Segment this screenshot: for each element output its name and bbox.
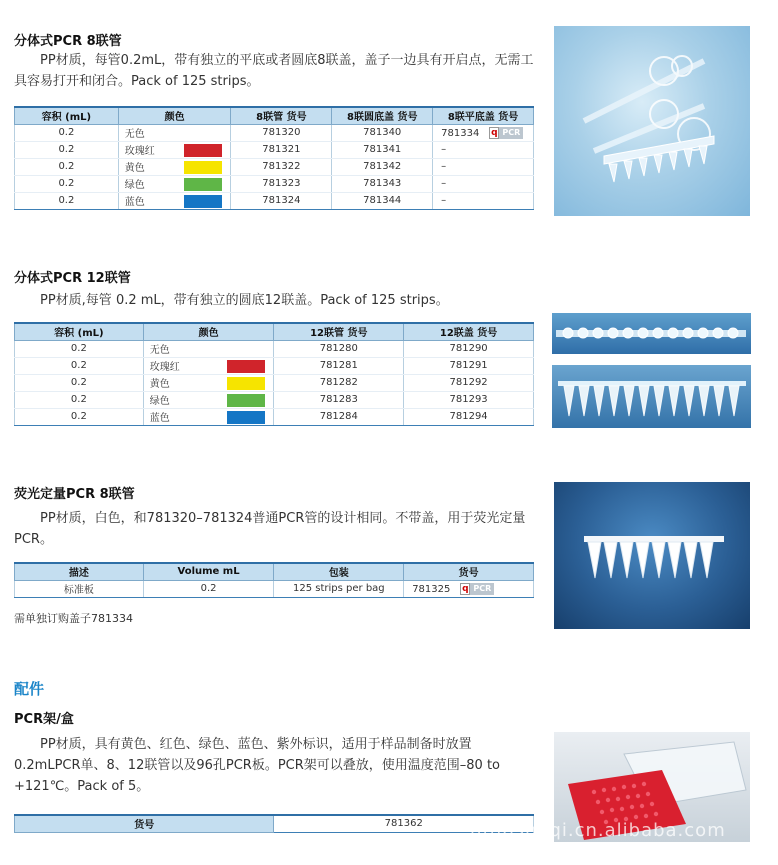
table-8-strip (14, 106, 534, 210)
pcr-8-strip-photo (554, 26, 750, 216)
color-swatch (227, 394, 265, 407)
table-row (15, 391, 534, 408)
table-pcr-rack (14, 814, 534, 833)
color-swatch (227, 411, 265, 424)
table-row (15, 340, 534, 357)
col-header: 颜色 (118, 107, 231, 124)
cell-tube-cat: 781281 (274, 357, 404, 374)
table-row (15, 357, 534, 374)
table-row (15, 175, 534, 192)
pcr-12-strip-lid-photo (552, 313, 751, 354)
cell-lid-cat: 781293 (404, 391, 534, 408)
cell-color: 蓝色 (118, 192, 231, 209)
cell-round-lid-cat: 781342 (332, 158, 433, 175)
col-header: 颜色 (143, 323, 274, 340)
table-row (15, 408, 534, 425)
table-row (15, 141, 534, 158)
cell-color: 绿色 (118, 175, 231, 192)
cell-volume: 0.2 (15, 391, 144, 408)
col-header: 12联盖 货号 (404, 323, 534, 340)
cell-tube-cat: 781320 (231, 124, 332, 141)
section-desc-8-strip: PP材质，每管0.2mL，带有独立的平底或者圆底8联盖，盖子一边具有开启点，无需工具容易打开和闭合。Pack of 125 strips。 (14, 53, 534, 89)
cell-volume: 0.2 (15, 158, 119, 175)
cell-tube-cat: 781323 (231, 175, 332, 192)
col-header: Volume mL (143, 563, 274, 580)
cell-volume: 0.2 (143, 580, 274, 597)
cell-color: 无色 (143, 340, 274, 357)
col-header: 8联平底盖 货号 (433, 107, 534, 124)
cell-color: 蓝色 (143, 408, 274, 425)
cell-tube-cat: 781283 (274, 391, 404, 408)
color-swatch (184, 178, 222, 191)
cell-flat-lid-cat: – (433, 141, 534, 158)
col-header: 容积 (mL) (15, 107, 119, 124)
qpcr-badge-icon: q PCR (460, 583, 494, 595)
section-desc-12-strip: PP材质,每管 0.2 mL，带有独立的圆底12联盖。Pack of 125 strips。 (40, 293, 449, 308)
table-row (15, 192, 534, 209)
section-title-accessories: 配件 (14, 680, 45, 698)
table-row (15, 158, 534, 175)
pcr-12-strip-tube-photo (552, 365, 751, 428)
cell-volume: 0.2 (15, 374, 144, 391)
cell-lid-cat: 781292 (404, 374, 534, 391)
cell-tube-cat: 781282 (274, 374, 404, 391)
cell-desc: 标准板 (15, 580, 144, 597)
section-title-pcr-rack: PCR架/盒 (14, 712, 74, 727)
cell-color: 黄色 (118, 158, 231, 175)
cell-cat: 781325 q PCR (404, 580, 534, 597)
col-header: 货号 (404, 563, 534, 580)
section-desc-qpcr: PP材质，白色，和781320–781324普通PCR管的设计相同。不带盖，用于荧光定量PCR。 (14, 511, 526, 547)
color-swatch (227, 360, 265, 373)
cell-tube-cat: 781322 (231, 158, 332, 175)
cell-volume: 0.2 (15, 124, 119, 141)
cell-round-lid-cat: 781344 (332, 192, 433, 209)
section-title-8-strip: 分体式PCR 8联管 (14, 34, 122, 49)
note-order-lid: 需单独订购盖子781334 (14, 612, 133, 625)
table-row (15, 580, 534, 597)
cell-volume: 0.2 (15, 357, 144, 374)
color-swatch (184, 144, 222, 157)
cell-flat-lid-cat: 781334 q PCR (433, 124, 534, 141)
cell-lid-cat: 781294 (404, 408, 534, 425)
col-header: 描述 (15, 563, 144, 580)
cell-volume: 0.2 (15, 175, 119, 192)
color-swatch (184, 195, 222, 208)
cell-flat-lid-cat: – (433, 192, 534, 209)
col-header: 货号 (15, 815, 274, 832)
col-header: 12联管 货号 (274, 323, 404, 340)
cell-tube-cat: 781280 (274, 340, 404, 357)
cell-volume: 0.2 (15, 192, 119, 209)
cell-tube-cat: 781324 (231, 192, 332, 209)
qpcr-8-strip-photo (554, 482, 750, 629)
col-header: 容积 (mL) (15, 323, 144, 340)
cell-pack: 125 strips per bag (274, 580, 404, 597)
qpcr-badge-icon: q PCR (489, 127, 523, 139)
table-row (15, 124, 534, 141)
cell-cat: 781362 (274, 815, 534, 832)
cell-volume: 0.2 (15, 340, 144, 357)
cell-color: 绿色 (143, 391, 274, 408)
section-title-qpcr: 荧光定量PCR 8联管 (14, 487, 135, 502)
col-header: 包装 (274, 563, 404, 580)
cell-round-lid-cat: 781340 (332, 124, 433, 141)
watermark: hfhpsheqi.cn.alibaba.com (470, 820, 726, 841)
color-swatch (227, 377, 265, 390)
cell-tube-cat: 781321 (231, 141, 332, 158)
cell-color: 玫瑰红 (143, 357, 274, 374)
cell-flat-lid-cat: – (433, 158, 534, 175)
cell-round-lid-cat: 781341 (332, 141, 433, 158)
table-row (15, 374, 534, 391)
cell-color: 无色 (118, 124, 231, 141)
cell-volume: 0.2 (15, 408, 144, 425)
section-desc-pcr-rack: PP材质，具有黄色、红色、绿色、蓝色、紫外标识，适用于样品制备时放置0.2mLPCR单、8、12联管以及96孔PCR板。PCR架可以叠放，使用温度范围–80 to +121℃。Pack of 5。 (14, 737, 501, 794)
cell-lid-cat: 781290 (404, 340, 534, 357)
table-12-strip (14, 322, 534, 426)
col-header: 8联管 货号 (231, 107, 332, 124)
cell-lid-cat: 781291 (404, 357, 534, 374)
cell-volume: 0.2 (15, 141, 119, 158)
cell-tube-cat: 781284 (274, 408, 404, 425)
table-qpcr (14, 562, 534, 598)
cell-round-lid-cat: 781343 (332, 175, 433, 192)
col-header: 8联圆底盖 货号 (332, 107, 433, 124)
color-swatch (184, 161, 222, 174)
cell-color: 玫瑰红 (118, 141, 231, 158)
cell-color: 黄色 (143, 374, 274, 391)
cell-flat-lid-cat: – (433, 175, 534, 192)
section-title-12-strip: 分体式PCR 12联管 (14, 271, 131, 286)
